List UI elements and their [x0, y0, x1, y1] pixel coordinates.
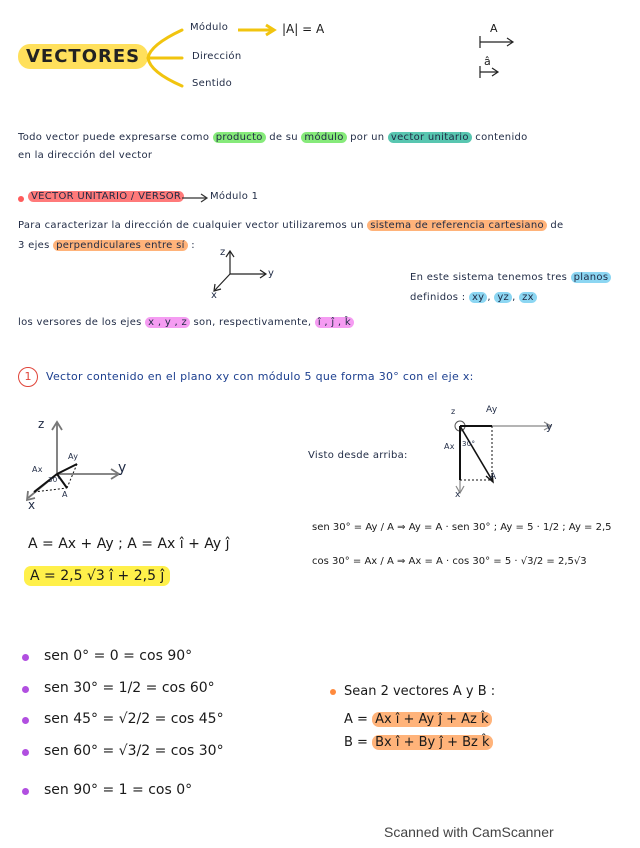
- plane-zx: zx: [519, 292, 537, 303]
- planes-line-1: En este sistema tenemos tres planos: [410, 272, 611, 283]
- vector-b-def: B = Bx î + By ĵ + Bz k̂: [344, 735, 493, 750]
- planes-line-2: definidos : xy , yz , zx: [410, 292, 537, 303]
- vector-a-symbol: A: [490, 22, 498, 35]
- sean-bullet: [330, 689, 336, 695]
- fig3d-label-y: y: [118, 460, 127, 476]
- intro-line-1: Todo vector puede expresarse como producto de su módulo por un vector unitario contenido: [18, 132, 528, 143]
- trig-row: sen 45° = √2/2 = cos 45°: [44, 711, 224, 727]
- fig3d-label-x: x: [28, 498, 36, 512]
- vector-a-components: Ax î + Ay ĵ + Az k̂: [372, 712, 491, 727]
- sen-eq: sen 30° = Ay / A ⇒ Ay = A · sen 30° ; Ay = 5 · 1/2 ; Ay = 2,5: [312, 522, 612, 533]
- trig-row: sen 60° = √3/2 = cos 30°: [44, 743, 224, 759]
- topview-label-a: A: [490, 472, 497, 482]
- hl-vector-unitario: vector unitario: [388, 132, 472, 143]
- example-number: 1: [18, 367, 38, 387]
- trig-bullet: [22, 749, 29, 756]
- trig-bullet: [22, 686, 29, 693]
- trig-bullet: [22, 717, 29, 724]
- vector-b-components: Bx î + By ĵ + Bz k̂: [372, 735, 492, 750]
- topview-label-angle: 30°: [462, 440, 476, 448]
- result-eq: A = 2,5 √3 î + 2,5 ĵ: [24, 566, 170, 586]
- trig-row: sen 30° = 1/2 = cos 60°: [44, 680, 215, 696]
- vector-sum-eq: A = Ax + Ay ; A = Ax î + Ay ĵ: [28, 536, 230, 552]
- cartesian-line-2: 3 ejes perpendiculares entre sí :: [18, 240, 195, 251]
- branch-modulo: Módulo: [190, 22, 229, 33]
- branch-sentido: Sentido: [192, 78, 233, 89]
- axis-label-y: y: [268, 268, 275, 279]
- page-title: VECTORES: [18, 44, 148, 69]
- trig-row: sen 90° = 1 = cos 0°: [44, 782, 193, 798]
- fig3d-label-ay: Ay: [68, 452, 79, 461]
- topview-label-ax: Ax: [444, 442, 455, 451]
- topview-label-z: z: [451, 407, 456, 416]
- plane-yz: yz: [494, 292, 512, 303]
- versor-label: VECTOR UNITARIO / VERSOR: [28, 191, 184, 202]
- branch-direccion: Dirección: [192, 51, 242, 62]
- topview-label-y: y: [546, 420, 553, 433]
- topview-label-ay: Ay: [486, 405, 498, 415]
- cartesian-line-1: Para caracterizar la dirección de cualquier vector utilizaremos un sistema de referencia cartesiano de: [18, 220, 564, 231]
- trig-bullet: [22, 788, 29, 795]
- fig3d-label-a: A: [62, 490, 68, 499]
- hl-sistema: sistema de referencia cartesiano: [367, 220, 547, 231]
- vector-a-def: A = Ax î + Ay ĵ + Az k̂: [344, 712, 492, 727]
- hl-xyz: x , y , z: [145, 317, 190, 328]
- hl-planos: planos: [571, 272, 612, 283]
- hl-ijk: î , ĵ , k̂: [315, 317, 354, 328]
- hl-perpendiculares: perpendiculares entre sí: [53, 240, 188, 251]
- versor-bullet: [18, 196, 24, 202]
- fig3d-label-angle: 30°: [48, 476, 62, 484]
- scanner-watermark: Scanned with CamScanner: [384, 824, 554, 840]
- topview-label-x: x: [455, 490, 461, 500]
- hl-modulo: módulo: [301, 132, 346, 143]
- sean-intro: Sean 2 vectores A y B :: [344, 684, 496, 699]
- fig3d-label-z: z: [38, 417, 45, 431]
- visto-desde-arriba: Visto desde arriba:: [308, 450, 408, 461]
- trig-bullet: [22, 654, 29, 661]
- intro-line-2: en la dirección del vector: [18, 150, 153, 161]
- hl-producto: producto: [213, 132, 266, 143]
- axis-label-x: x: [211, 290, 218, 301]
- plane-xy: xy: [469, 292, 487, 303]
- axis-label-z: z: [220, 247, 226, 258]
- fig3d-label-ax: Ax: [32, 465, 43, 474]
- versores-line: los versores de los ejes x , y , z son, respectivamente, î , ĵ , k̂: [18, 317, 354, 328]
- example-statement: Vector contenido en el plano xy con módulo 5 que forma 30° con el eje x:: [46, 370, 474, 383]
- cos-eq: cos 30° = Ax / A ⇒ Ax = A · cos 30° = 5 · √3/2 = 2,5√3: [312, 556, 587, 567]
- module-formula: |A| = A: [282, 22, 325, 36]
- unit-vector-symbol: â: [484, 55, 491, 68]
- branch-connector: [0, 0, 640, 110]
- versor-modulo: Módulo 1: [210, 191, 259, 202]
- trig-row: sen 0° = 0 = cos 90°: [44, 648, 193, 664]
